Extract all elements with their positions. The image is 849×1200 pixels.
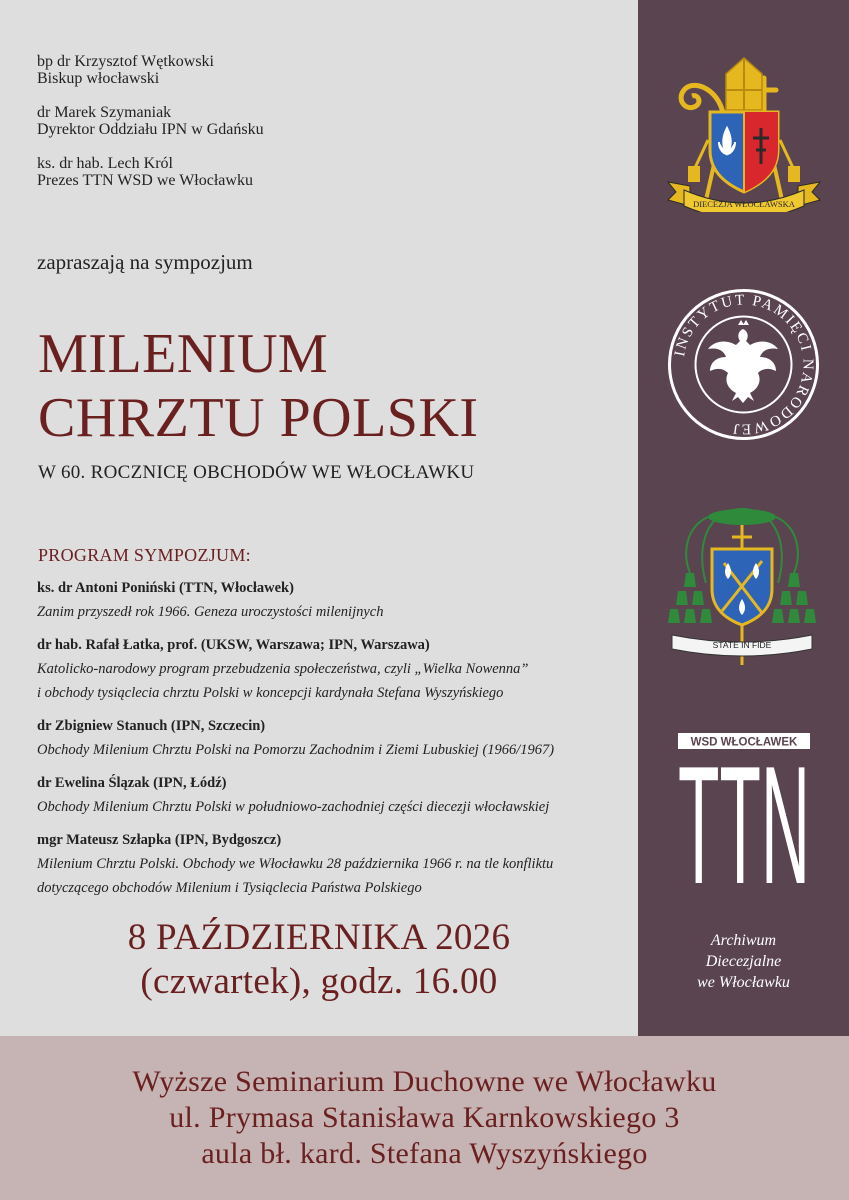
ttn-logo [678, 733, 810, 885]
talk-title-line: dotyczącego obchodów Milenium i Tysiąclecia Państwa Polskiego [37, 880, 422, 896]
title-line: CHRZTU POLSKI [38, 387, 479, 449]
talk-title [37, 795, 627, 819]
talk-title [37, 600, 627, 624]
talk-title-line: Zanim przyszedł rok 1966. Geneza uroczystości milenijnych [37, 604, 384, 620]
talk-title-line: i obchody tysiąclecia chrztu Polski w koncepcji kardynała Stefana Wyszyńskiego [37, 685, 504, 701]
organizer-role: Biskup włocławski [37, 70, 160, 87]
program-item [37, 828, 627, 900]
talk-title-line: Milenium Chrztu Polski. Obchody we Włocławku 28 października 1966 r. na tle konfliktu [37, 856, 554, 872]
speaker: dr hab. Rafał Łatka, prof. (UKSW, Warszawa; IPN, Warszawa) [37, 637, 430, 653]
bishop-coat-of-arms-logo [666, 503, 818, 665]
archive-line: we Włocławku [697, 974, 790, 991]
speaker: ks. dr Antoni Poniński (TTN, Włocławek) [37, 580, 294, 596]
talk-title-line: Obchody Milenium Chrztu Polski na Pomorzu Zachodnim i Ziemi Lubuskiej (1966/1967) [37, 742, 555, 758]
talk-title [37, 852, 627, 900]
speaker: mgr Mateusz Szłapka (IPN, Bydgoszcz) [37, 832, 282, 848]
event-date [0, 916, 638, 1004]
organizer-1 [37, 53, 214, 87]
talk-title [37, 738, 627, 762]
ipn-seal-logo [666, 287, 821, 442]
program-item [37, 714, 627, 762]
organizer-2 [37, 104, 264, 138]
archive-label [638, 930, 849, 993]
organizer-role: Dyrektor Oddziału IPN w Gdańsku [37, 121, 264, 138]
venue-hall: aula bł. kard. Stefana Wyszyńskiego [201, 1137, 648, 1170]
organizer-role: Prezes TTN WSD we Włocławku [37, 172, 253, 189]
diocese-banner-text: DIECEZJA WŁOCŁAWSKA [693, 199, 795, 209]
ipn-ring-text: INSTYTUT PAMIĘCI NARODOWEJ [672, 292, 816, 437]
program-item [37, 771, 627, 819]
program-heading: PROGRAM SYMPOZJUM: [38, 545, 251, 565]
venue-footer [0, 1036, 849, 1200]
symposium-title [38, 322, 479, 450]
archive-line: Diecezjalne [705, 953, 782, 970]
speaker: dr Zbigniew Stanuch (IPN, Szczecin) [37, 718, 266, 734]
program-list [37, 576, 627, 909]
talk-title-line: Obchody Milenium Chrztu Polski w południowo-zachodniej części diecezji włocławskiej [37, 799, 550, 815]
title-line: MILENIUM [38, 323, 329, 385]
symposium-subtitle: W 60. ROCZNICĘ OBCHODÓW WE WŁOCŁAWKU [38, 462, 475, 483]
venue-address: ul. Prymasa Stanisława Karnkowskiego 3 [169, 1101, 680, 1134]
program-item [37, 576, 627, 624]
archive-line: Archiwum [710, 932, 777, 949]
talk-title-line: Katolicko-narodowy program przebudzenia społeczeństwa, czyli „Wielka Nowenna” [37, 661, 529, 677]
venue-name: Wyższe Seminarium Duchowne we Włocławku [132, 1065, 717, 1098]
wsd-label: WSD WŁOCŁAWEK [690, 736, 798, 749]
organizer-name: bp dr Krzysztof Wętkowski [37, 53, 214, 70]
diocese-coat-of-arms-logo [664, 50, 824, 212]
organizer-3 [37, 155, 253, 189]
bishop-motto-text: STATE IN FIDE [712, 640, 772, 650]
invite-text: zapraszają na sympozjum [37, 250, 253, 274]
talk-title [37, 657, 627, 705]
time-line: (czwartek), godz. 16.00 [140, 961, 498, 1002]
organizer-name: dr Marek Szymaniak [37, 104, 172, 121]
speaker: dr Ewelina Ślązak (IPN, Łódź) [37, 775, 227, 791]
program-item [37, 633, 627, 705]
date-line: 8 PAŹDZIERNIKA 2026 [127, 917, 511, 958]
organizer-name: ks. dr hab. Lech Król [37, 155, 173, 172]
ttn-letters: TTN [678, 733, 810, 885]
